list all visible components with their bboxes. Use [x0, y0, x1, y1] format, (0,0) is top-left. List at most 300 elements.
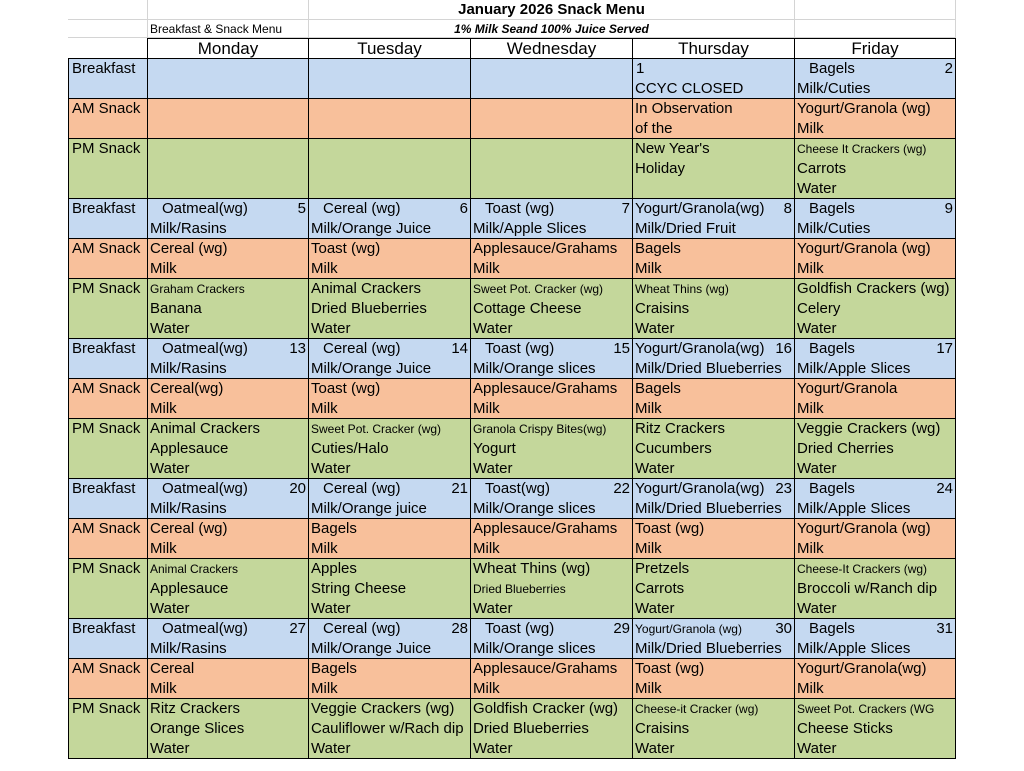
week-block: [68, 339, 956, 479]
menu-item: Sweet Pot. Crackers (WG: [797, 702, 935, 716]
menu-item: Milk/Apple Slices: [797, 500, 911, 517]
menu-item: Applesauce/Grahams: [473, 520, 618, 537]
menu-item: [150, 139, 306, 159]
menu-item: Water: [473, 320, 513, 337]
menu-item: Bagels: [809, 480, 855, 497]
menu-item: [150, 119, 306, 139]
menu-item: Milk/Rasins: [150, 500, 227, 517]
menu-item: Water: [311, 600, 351, 617]
pm-snack-cell-friday: [795, 419, 956, 479]
am-snack-cell-wednesday: [471, 239, 633, 279]
menu-item: Wheat Thins (wg): [473, 560, 591, 577]
am-snack-cell-tuesday: [309, 659, 471, 699]
menu-item: In Observation: [635, 100, 733, 117]
menu-item: Water: [473, 460, 513, 477]
date-number: 21: [451, 480, 468, 497]
pm-snack-label: PM Snack: [68, 559, 148, 619]
menu-item: Yogurt/Granola(wg): [797, 660, 927, 677]
menu-item: Milk/Rasins: [150, 220, 227, 237]
menu-item: Water: [473, 740, 513, 757]
subtitle-row: [68, 20, 956, 38]
menu-item: Yogurt/Granola (wg): [797, 100, 931, 117]
breakfast-cell-monday: [148, 619, 309, 659]
am-snack-label: AM Snack: [68, 99, 148, 139]
menu-item: Milk/Cuties: [797, 220, 871, 237]
pm-snack-cell-wednesday: [471, 559, 633, 619]
pm-snack-label: PM Snack: [68, 139, 148, 199]
pm-snack-cell-wednesday: [471, 699, 633, 759]
pm-snack-cell-tuesday: [309, 699, 471, 759]
date-number: 24: [936, 480, 953, 497]
am-snack-label: AM Snack: [68, 659, 148, 699]
menu-item: Milk: [311, 680, 338, 697]
menu-item: Water: [150, 460, 190, 477]
menu-item: Yogurt/Granola (wg): [797, 520, 931, 537]
breakfast-label: Breakfast: [68, 479, 148, 519]
menu-item: Applesauce/Grahams: [473, 660, 618, 677]
am-snack-cell-tuesday: [309, 379, 471, 419]
breakfast-cell-tuesday: [309, 199, 471, 239]
menu-item: [473, 119, 630, 139]
am-snack-cell-tuesday: [309, 239, 471, 279]
menu-item: Bagels: [809, 620, 855, 637]
menu-item: Milk: [797, 260, 824, 277]
menu-item: Yogurt/Granola (wg): [635, 622, 742, 636]
pm-snack-cell-tuesday: [309, 419, 471, 479]
pm-snack-cell-thursday: [633, 139, 795, 199]
menu-item: Bagels: [635, 380, 681, 397]
menu-item: Milk: [150, 260, 177, 277]
menu-title: January 2026 Snack Menu: [309, 0, 795, 20]
breakfast-cell-monday: [148, 199, 309, 239]
breakfast-cell-monday: [148, 479, 309, 519]
breakfast-cell-wednesday: [471, 339, 633, 379]
blank-cell: [795, 20, 956, 38]
breakfast-cell-friday: [795, 59, 956, 99]
am-snack-cell-wednesday: [471, 659, 633, 699]
menu-item: Milk: [635, 260, 662, 277]
menu-item: String Cheese: [311, 580, 407, 597]
date-number: 8: [783, 200, 792, 217]
menu-item: [150, 59, 306, 79]
menu-item: Yogurt/Granola(wg): [635, 480, 765, 497]
menu-item: Milk/Orange Juice: [311, 360, 432, 377]
menu-item: Toast (wg): [485, 340, 555, 357]
menu-item: Milk: [797, 400, 824, 417]
week-block: [68, 619, 956, 759]
menu-item: Applesauce/Grahams: [473, 240, 618, 257]
am-snack-cell-friday: [795, 379, 956, 419]
menu-item: Cucumbers: [635, 440, 712, 457]
date-number: 13: [289, 340, 306, 357]
menu-item: Wheat Thins (wg): [635, 282, 729, 296]
week-block: [68, 479, 956, 619]
menu-item: Toast (wg): [485, 620, 555, 637]
date-number: 9: [944, 200, 953, 217]
menu-item: Cheese-It Crackers (wg): [797, 562, 928, 576]
menu-item: Cheese Sticks: [797, 720, 893, 737]
breakfast-cell-monday: [148, 339, 309, 379]
breakfast-label: Breakfast: [68, 59, 148, 99]
menu-item: Oatmeal(wg): [162, 200, 248, 217]
menu-item: Apples: [311, 560, 357, 577]
am-snack-label: AM Snack: [68, 239, 148, 279]
am-snack-cell-monday: [148, 659, 309, 699]
pm-snack-cell-monday: [148, 279, 309, 339]
pm-snack-cell-tuesday: [309, 559, 471, 619]
menu-item: Cauliflower w/Rach dip: [311, 720, 464, 737]
menu-item: Cereal (wg): [323, 620, 401, 637]
menu-item: Cheese It Crackers (wg): [797, 142, 927, 156]
day-header-monday: Monday: [148, 38, 309, 59]
menu-item: Cereal (wg): [323, 480, 401, 497]
menu-item: Milk/Orange Juice: [311, 640, 432, 657]
breakfast-cell-thursday: [633, 59, 795, 99]
menu-item: Bagels: [809, 200, 855, 217]
menu-item: Bagels: [635, 240, 681, 257]
menu-item: Yogurt/Granola: [797, 380, 898, 397]
am-snack-cell-friday: [795, 519, 956, 559]
menu-item: Milk/Orange slices: [473, 640, 596, 657]
menu-item: Milk: [797, 680, 824, 697]
menu-item: Carrots: [797, 160, 847, 177]
menu-item: [150, 99, 306, 119]
am-snack-cell-monday: [148, 519, 309, 559]
menu-item: Craisins: [635, 300, 690, 317]
menu-item: Applesauce/Grahams: [473, 380, 618, 397]
menu-item: Sweet Pot. Cracker (wg): [311, 422, 442, 436]
menu-item: Toast (wg): [635, 520, 705, 537]
menu-item: [473, 139, 630, 159]
menu-item: Milk: [635, 540, 662, 557]
menu-item: Milk: [473, 260, 500, 277]
menu-item: Water: [797, 600, 837, 617]
menu-item: Milk/Dried Blueberries: [635, 640, 782, 657]
date-number: 30: [775, 620, 792, 637]
menu-item: Water: [150, 600, 190, 617]
week-block: [68, 199, 956, 339]
menu-item: Yogurt/Granola (wg): [797, 240, 931, 257]
day-header-tuesday: Tuesday: [309, 38, 471, 59]
menu-item: Animal Crackers: [311, 280, 422, 297]
am-snack-cell-thursday: [633, 659, 795, 699]
menu-item: Milk: [150, 400, 177, 417]
menu-item: Holiday: [635, 160, 686, 177]
menu-item: Graham Crackers: [150, 282, 245, 296]
am-snack-row: [68, 519, 956, 559]
blank-cell: [68, 0, 148, 20]
pm-snack-row: [68, 699, 956, 759]
date-number: 5: [297, 200, 306, 217]
menu-item: [473, 59, 630, 79]
breakfast-cell-thursday: [633, 199, 795, 239]
menu-item: Dried Blueberries: [311, 300, 427, 317]
menu-item: Toast(wg): [485, 480, 551, 497]
menu-item: [311, 99, 468, 119]
date-number: 6: [459, 200, 468, 217]
menu-item: Applesauce: [150, 580, 229, 597]
am-snack-cell-monday: [148, 239, 309, 279]
breakfast-cell-wednesday: [471, 479, 633, 519]
menu-item: Toast (wg): [485, 200, 555, 217]
pm-snack-cell-wednesday: [471, 279, 633, 339]
menu-item: Water: [797, 740, 837, 757]
menu-item: Water: [311, 740, 351, 757]
menu-item: [150, 179, 306, 199]
menu-item: Milk: [473, 540, 500, 557]
pm-snack-cell-monday: [148, 419, 309, 479]
pm-snack-cell-tuesday: [309, 139, 471, 199]
menu-item: Pretzels: [635, 560, 690, 577]
breakfast-cell-wednesday: [471, 59, 633, 99]
am-snack-row: [68, 659, 956, 699]
breakfast-label: Breakfast: [68, 619, 148, 659]
am-snack-cell-friday: [795, 239, 956, 279]
breakfast-row: [68, 479, 956, 519]
date-number: 1: [636, 60, 645, 77]
menu-item: Water: [311, 460, 351, 477]
menu-item: Cereal (wg): [150, 240, 228, 257]
menu-item: Yogurt/Granola(wg): [635, 340, 765, 357]
menu-item: Milk/Apple Slices: [797, 360, 911, 377]
menu-item: Broccoli w/Ranch dip: [797, 580, 938, 597]
blank-cell: [795, 0, 956, 20]
menu-item: Milk: [311, 400, 338, 417]
pm-snack-cell-monday: [148, 139, 309, 199]
menu-item: Milk/Rasins: [150, 360, 227, 377]
date-number: 23: [775, 480, 792, 497]
blank-cell: [148, 0, 309, 20]
menu-item: Milk: [635, 680, 662, 697]
date-number: 7: [621, 200, 630, 217]
menu-item: Bagels: [311, 520, 357, 537]
pm-snack-cell-friday: [795, 559, 956, 619]
menu-item: Water: [150, 320, 190, 337]
menu-item: Milk: [797, 120, 824, 137]
breakfast-row: [68, 59, 956, 99]
am-snack-cell-wednesday: [471, 99, 633, 139]
date-number: 17: [936, 340, 953, 357]
day-header-row: [68, 38, 956, 59]
pm-snack-label: PM Snack: [68, 699, 148, 759]
menu-item: Water: [635, 320, 675, 337]
menu-item: Water: [473, 600, 513, 617]
am-snack-cell-wednesday: [471, 519, 633, 559]
menu-item: Toast (wg): [311, 380, 381, 397]
pm-snack-label: PM Snack: [68, 419, 148, 479]
am-snack-cell-monday: [148, 99, 309, 139]
breakfast-cell-tuesday: [309, 619, 471, 659]
menu-item: [473, 179, 630, 199]
menu-item: [635, 59, 792, 79]
menu-item: Water: [311, 320, 351, 337]
date-number: 27: [289, 620, 306, 637]
am-snack-cell-thursday: [633, 99, 795, 139]
menu-item: Animal Crackers: [150, 420, 261, 437]
am-snack-label: AM Snack: [68, 519, 148, 559]
menu-item: [311, 179, 468, 199]
am-snack-cell-tuesday: [309, 519, 471, 559]
date-number: 16: [775, 340, 792, 357]
breakfast-cell-friday: [795, 339, 956, 379]
am-snack-cell-wednesday: [471, 379, 633, 419]
menu-item: [311, 139, 468, 159]
pm-snack-cell-thursday: [633, 559, 795, 619]
breakfast-cell-monday: [148, 59, 309, 99]
menu-item: Water: [797, 460, 837, 477]
pm-snack-cell-friday: [795, 699, 956, 759]
date-number: 20: [289, 480, 306, 497]
menu-item: Veggie Crackers (wg): [311, 700, 455, 717]
menu-item: Veggie Crackers (wg): [797, 420, 941, 437]
menu-item: Bagels: [311, 660, 357, 677]
pm-snack-row: [68, 139, 956, 199]
pm-snack-label: PM Snack: [68, 279, 148, 339]
menu-item: Craisins: [635, 720, 690, 737]
menu-item: Goldfish Cracker (wg): [473, 700, 619, 717]
pm-snack-cell-monday: [148, 699, 309, 759]
menu-item: Cereal (wg): [323, 200, 401, 217]
menu-item: Water: [635, 460, 675, 477]
day-header-wednesday: Wednesday: [471, 38, 633, 59]
menu-item: [150, 79, 306, 99]
menu-item: [473, 79, 630, 99]
pm-snack-cell-tuesday: [309, 279, 471, 339]
menu-item: Applesauce: [150, 440, 229, 457]
breakfast-cell-tuesday: [309, 479, 471, 519]
pm-snack-row: [68, 419, 956, 479]
menu-item: Dried Blueberries: [473, 582, 566, 596]
menu-item: New Year's: [635, 140, 710, 157]
am-snack-cell-thursday: [633, 379, 795, 419]
am-snack-row: [68, 239, 956, 279]
menu-item: Water: [797, 320, 837, 337]
menu-item: Milk/Orange juice: [311, 500, 427, 517]
menu-item: Bagels: [809, 60, 855, 77]
menu-item: Milk/Orange Juice: [311, 220, 432, 237]
menu-sheet: [68, 0, 956, 759]
menu-item: Water: [635, 740, 675, 757]
menu-item: Cereal (wg): [150, 520, 228, 537]
menu-item: Milk/Dried Blueberries: [635, 500, 782, 517]
menu-item: Water: [797, 180, 837, 197]
menu-item: CCYC CLOSED: [635, 80, 744, 97]
menu-item: Milk/Dried Blueberries: [635, 360, 782, 377]
breakfast-label: Breakfast: [68, 199, 148, 239]
am-snack-cell-friday: [795, 659, 956, 699]
date-number: 22: [613, 480, 630, 497]
menu-item: [473, 99, 630, 119]
breakfast-cell-wednesday: [471, 199, 633, 239]
menu-item: [150, 159, 306, 179]
menu-item: Oatmeal(wg): [162, 340, 248, 357]
pm-snack-cell-friday: [795, 139, 956, 199]
menu-item: Bagels: [809, 340, 855, 357]
menu-item: Milk: [797, 540, 824, 557]
date-number: 29: [613, 620, 630, 637]
pm-snack-cell-thursday: [633, 699, 795, 759]
week-block: [68, 59, 956, 199]
menu-item: Dried Cherries: [797, 440, 894, 457]
menu-item: Animal Crackers: [150, 562, 239, 576]
menu-item: Toast (wg): [311, 240, 381, 257]
menu-item: Milk/Dried Fruit: [635, 220, 736, 237]
menu-item: [311, 159, 468, 179]
menu-item: Cereal: [150, 660, 195, 677]
menu-item: Water: [635, 600, 675, 617]
menu-item: Milk/Orange slices: [473, 360, 596, 377]
day-header-thursday: Thursday: [633, 38, 795, 59]
pm-snack-cell-friday: [795, 279, 956, 339]
breakfast-cell-friday: [795, 199, 956, 239]
menu-item: [473, 159, 630, 179]
menu-item: Milk/Cuties: [797, 80, 871, 97]
menu-item: Milk/Apple Slices: [473, 220, 587, 237]
breakfast-label: Breakfast: [68, 339, 148, 379]
menu-item: Yogurt/Granola(wg): [635, 200, 765, 217]
weeks-container: [68, 59, 956, 759]
menu-subtitle: 1% Milk Seand 100% Juice Served: [309, 20, 795, 38]
breakfast-cell-friday: [795, 479, 956, 519]
menu-item: Toast (wg): [635, 660, 705, 677]
menu-item: Yogurt: [473, 440, 516, 457]
breakfast-cell-thursday: [633, 339, 795, 379]
am-snack-row: [68, 379, 956, 419]
menu-item: Milk: [150, 540, 177, 557]
menu-item: [311, 79, 468, 99]
date-number: 31: [936, 620, 953, 637]
am-snack-cell-thursday: [633, 239, 795, 279]
menu-item: Cereal (wg): [323, 340, 401, 357]
breakfast-row: [68, 619, 956, 659]
menu-item: Milk: [311, 260, 338, 277]
am-snack-label: AM Snack: [68, 379, 148, 419]
menu-item: Dried Blueberries: [473, 720, 589, 737]
menu-item: of the: [635, 120, 673, 137]
breakfast-cell-thursday: [633, 479, 795, 519]
am-snack-cell-friday: [795, 99, 956, 139]
menu-item: Celery: [797, 300, 841, 317]
menu-item: Cottage Cheese: [473, 300, 582, 317]
menu-item: Milk: [150, 680, 177, 697]
am-snack-cell-thursday: [633, 519, 795, 559]
menu-item: Milk: [635, 400, 662, 417]
breakfast-row: [68, 339, 956, 379]
title-row: [68, 0, 956, 20]
menu-item: Sweet Pot. Cracker (wg): [473, 282, 604, 296]
corner-cell: [68, 38, 148, 59]
menu-item: Milk: [473, 680, 500, 697]
menu-item: Milk/Apple Slices: [797, 640, 911, 657]
menu-item: Cheese-it Cracker (wg): [635, 702, 759, 716]
breakfast-cell-tuesday: [309, 59, 471, 99]
date-number: 15: [613, 340, 630, 357]
day-header-friday: Friday: [795, 38, 956, 59]
am-snack-cell-tuesday: [309, 99, 471, 139]
menu-subtitle-left: Breakfast & Snack Menu: [148, 20, 309, 38]
date-number: 28: [451, 620, 468, 637]
menu-item: Milk: [473, 400, 500, 417]
menu-item: Orange Slices: [150, 720, 245, 737]
menu-item: Milk: [311, 540, 338, 557]
breakfast-cell-wednesday: [471, 619, 633, 659]
menu-item: Oatmeal(wg): [162, 480, 248, 497]
breakfast-row: [68, 199, 956, 239]
pm-snack-cell-thursday: [633, 279, 795, 339]
menu-item: [635, 179, 792, 199]
breakfast-cell-thursday: [633, 619, 795, 659]
breakfast-cell-tuesday: [309, 339, 471, 379]
